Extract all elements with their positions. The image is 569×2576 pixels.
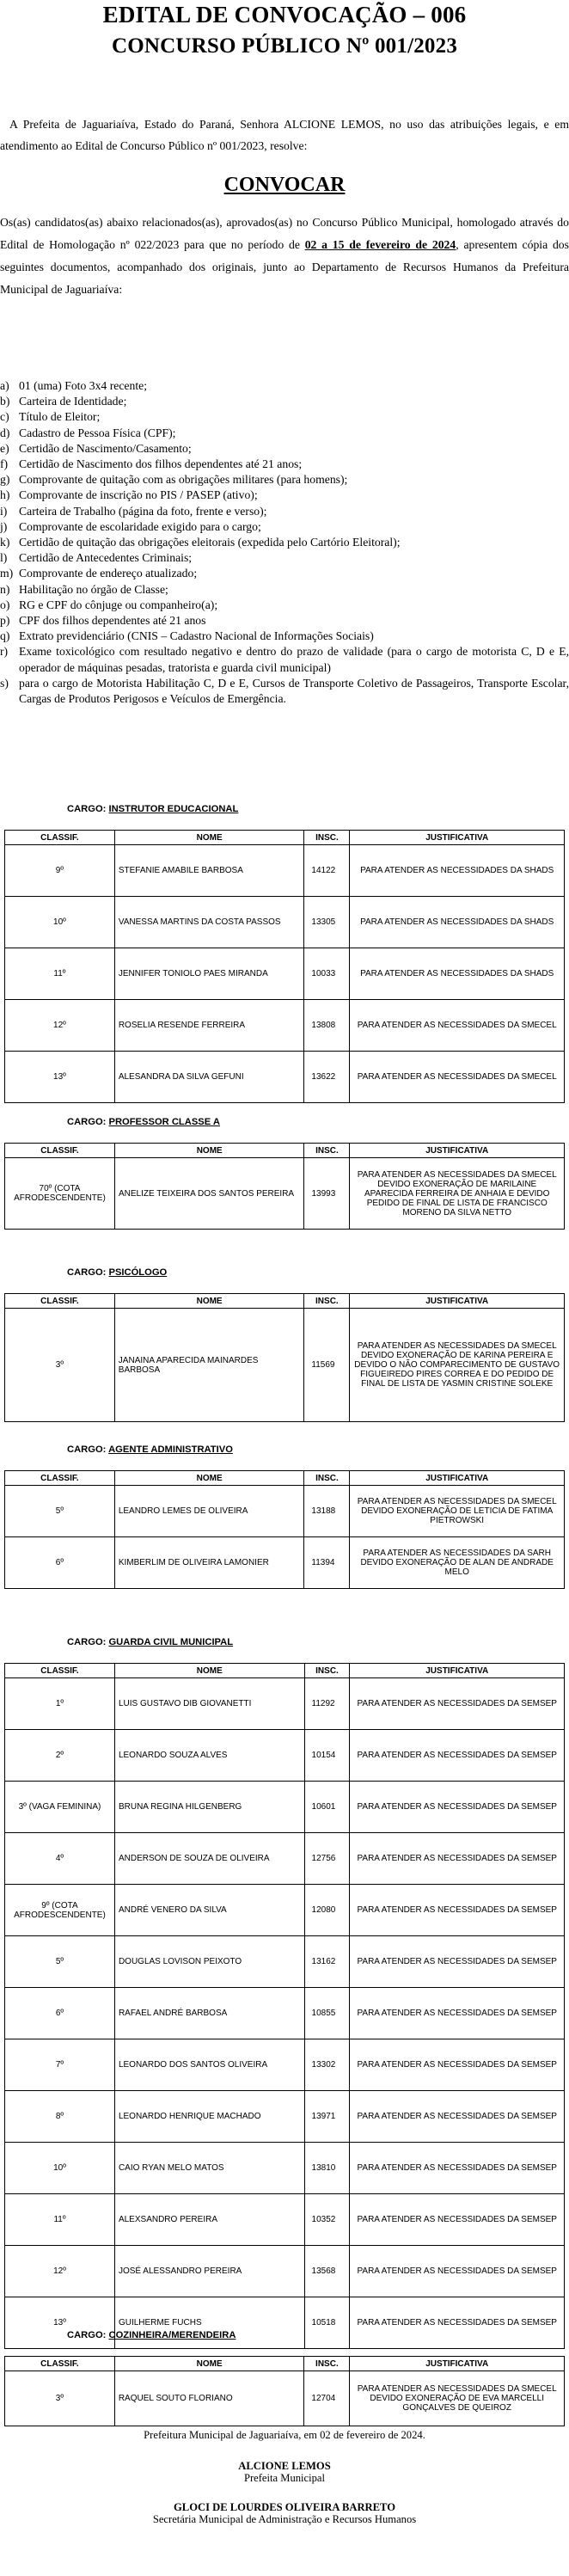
- cell-nome: BRUNA REGINA HILGENBERG: [114, 1782, 304, 1833]
- cell-classif: 10º: [5, 897, 115, 948]
- document-item-letter: b): [0, 395, 10, 408]
- cell-justificativa: PARA ATENDER AS NECESSIDADES DA SEMSEP: [350, 1833, 565, 1885]
- table-row: [5, 2091, 565, 2143]
- table-header-row: [5, 1144, 565, 1158]
- cell-nome: DOUGLAS LOVISON PEIXOTO: [114, 1936, 304, 1988]
- cell-classif: 11º: [5, 948, 115, 1000]
- cell-nome: RAFAEL ANDRÉ BARBOSA: [114, 1988, 304, 2039]
- table-row: [5, 1885, 565, 1936]
- signer-name-secretaria: GLOCI DE LOURDES OLIVEIRA BARRETO: [174, 2501, 395, 2513]
- signer-role-secretaria: Secretária Municipal de Administração e Recursos Humanos: [152, 2513, 417, 2525]
- cell-classif: 2º: [5, 1730, 115, 1782]
- cell-insc: 10033: [304, 948, 350, 1000]
- cell-justificativa: PARA ATENDER AS NECESSIDADES DA SEMSEP: [350, 2297, 565, 2349]
- table-row: [5, 1000, 565, 1052]
- header-classif: CLASSIF.: [5, 2357, 115, 2371]
- cargo-heading: [67, 1117, 220, 1127]
- cell-justificativa: PARA ATENDER AS NECESSIDADES DA SEMSEP: [350, 1885, 565, 1936]
- intro-paragraph: [0, 113, 569, 156]
- cargo-name: PROFESSOR CLASSE A: [108, 1117, 220, 1127]
- cell-insc: 13188: [304, 1486, 350, 1537]
- convocation-text-1: Os(as) candidatos(as) abaixo relacionados(as), aprovados(as) no Concurso Público Municipal, homologado através do Edital de Homologação nº 022/2023 para que no período de: [0, 216, 569, 251]
- cargo-heading: [67, 1267, 167, 1278]
- cell-classif: 3º: [5, 1309, 115, 1422]
- document-item-text: Extrato previdenciário (CNIS – Cadastro Nacional de Informações Sociais): [19, 629, 374, 643]
- document-item: [0, 566, 569, 581]
- cell-nome: ROSELIA RESENDE FERREIRA: [114, 1000, 304, 1052]
- cell-nome: LUIS GUSTAVO DIB GIOVANETTI: [114, 1678, 304, 1730]
- cell-justificativa: PARA ATENDER AS NECESSIDADES DA SEMSEP: [350, 2143, 565, 2194]
- convocar-heading: CONVOCAR: [223, 174, 346, 196]
- header-classif: CLASSIF.: [5, 1294, 115, 1309]
- date-line: Prefeitura Municipal de Jaguariaíva, em 02 de fevereiro de 2024.: [144, 2429, 425, 2441]
- cell-justificativa: PARA ATENDER AS NECESSIDADES DA SEMSEP: [350, 1988, 565, 2039]
- cell-nome: RAQUEL SOUTO FLORIANO: [114, 2371, 304, 2426]
- cell-insc: 13808: [304, 1000, 350, 1052]
- document-item-text: Comprovante de endereço atualizado;: [19, 567, 198, 580]
- cell-justificativa: PARA ATENDER AS NECESSIDADES DA SEMSEP: [350, 2194, 565, 2246]
- table-header-row: [5, 831, 565, 845]
- document-item-text: Certidão de Antecedentes Criminais;: [19, 551, 193, 565]
- cargo-label: CARGO:: [67, 1267, 107, 1278]
- document-item-letter: l): [0, 551, 8, 565]
- document-item-letter: n): [0, 582, 10, 596]
- document-item-letter: j): [0, 519, 8, 533]
- document-item-text: Cadastro de Pessoa Física (CPF);: [19, 426, 176, 439]
- document-item: [0, 629, 569, 644]
- signature-block: [0, 2429, 569, 2525]
- document-item-letter: s): [0, 676, 9, 690]
- cell-insc: 10601: [304, 1782, 350, 1833]
- cell-nome: JANAINA APARECIDA MAINARDES BARBOSA: [114, 1309, 304, 1422]
- cell-classif: 10º: [5, 2143, 115, 2194]
- document-item-text: para o cargo de Motorista Habilitação C, D e E, Cursos de Transporte Coletivo de Passageiros, Transporte Escolar, Cargas de Produtos Perigosos e Veículos de Emergência.: [19, 676, 569, 706]
- document-item-text: CPF dos filhos dependentes até 21 anos: [19, 614, 206, 628]
- required-documents-list: [0, 378, 569, 707]
- cell-justificativa: PARA ATENDER AS NECESSIDADES DA SARH DEVIDO EXONERAÇÃO DE ALAN DE ANDRADE MELO: [350, 1537, 565, 1589]
- table-row: [5, 1833, 565, 1885]
- cell-insc: 14122: [304, 845, 350, 897]
- cell-classif: 7º: [5, 2039, 115, 2091]
- document-item: [0, 394, 569, 409]
- cell-classif: 9º (COTA AFRODESCENDENTE): [5, 1885, 115, 1936]
- document-item: [0, 488, 569, 503]
- document-item: [0, 644, 569, 675]
- cell-classif: 5º: [5, 1486, 115, 1537]
- cell-insc: 10352: [304, 2194, 350, 2246]
- document-item-letter: k): [0, 536, 10, 549]
- cell-insc: 11292: [304, 1678, 350, 1730]
- cell-classif: 9º: [5, 845, 115, 897]
- table-row: [5, 1052, 565, 1103]
- document-item: [0, 535, 569, 550]
- candidates-table: [4, 2356, 565, 2426]
- header-classif: CLASSIF.: [5, 1664, 115, 1678]
- table-row: [5, 2297, 565, 2349]
- cell-justificativa: PARA ATENDER AS NECESSIDADES DA SHADS: [350, 948, 565, 1000]
- document-item-text: Carteira de Trabalho (página da foto, frente e verso);: [19, 504, 267, 518]
- table-row: [5, 948, 565, 1000]
- header-justificativa: JUSTIFICATIVA: [350, 831, 565, 845]
- cell-insc: 13162: [304, 1936, 350, 1988]
- cell-insc: 12704: [304, 2371, 350, 2426]
- cargo-label: CARGO:: [67, 2330, 107, 2340]
- cell-insc: 13993: [304, 1158, 350, 1230]
- cell-insc: 13971: [304, 2091, 350, 2143]
- cell-nome: STEFANIE AMABILE BARBOSA: [114, 845, 304, 897]
- cell-insc: 13810: [304, 2143, 350, 2194]
- cell-nome: LEANDRO LEMES DE OLIVEIRA: [114, 1486, 304, 1537]
- document-item-letter: e): [0, 441, 9, 455]
- cell-classif: 12º: [5, 2246, 115, 2297]
- candidates-table: [4, 1293, 565, 1422]
- cell-classif: 8º: [5, 2091, 115, 2143]
- document-item-text: Habilitação no órgão de Classe;: [19, 582, 168, 596]
- cell-nome: LEONARDO DOS SANTOS OLIVEIRA: [114, 2039, 304, 2091]
- cargo-name: GUARDA CIVIL MUNICIPAL: [108, 1637, 234, 1647]
- cell-classif: 5º: [5, 1936, 115, 1988]
- document-item: [0, 441, 569, 457]
- cell-classif: 11º: [5, 2194, 115, 2246]
- header-nome: NOME: [114, 1144, 304, 1158]
- document-item-letter: i): [0, 504, 8, 518]
- document-item-text: Certidão de Nascimento dos filhos dependentes até 21 anos;: [19, 457, 303, 471]
- cell-nome: KIMBERLIM DE OLIVEIRA LAMONIER: [114, 1537, 304, 1589]
- header-insc: INSC.: [304, 1471, 350, 1486]
- document-item: [0, 426, 569, 441]
- cell-nome: ALEXSANDRO PEREIRA: [114, 2194, 304, 2246]
- candidates-table: [4, 830, 565, 1103]
- cell-nome: JENNIFER TONIOLO PAES MIRANDA: [114, 948, 304, 1000]
- document-item: [0, 378, 569, 394]
- table-row: [5, 1782, 565, 1833]
- document-item-letter: f): [0, 457, 9, 471]
- document-item-letter: m): [0, 567, 14, 580]
- cell-justificativa: PARA ATENDER AS NECESSIDADES DA SEMSEP: [350, 1936, 565, 1988]
- document-item-letter: h): [0, 488, 10, 502]
- document-item-text: Título de Eleitor;: [19, 410, 101, 424]
- header-justificativa: JUSTIFICATIVA: [350, 1144, 565, 1158]
- table-header-row: [5, 1471, 565, 1486]
- table-row: [5, 1678, 565, 1730]
- document-item-text: Carteira de Identidade;: [19, 395, 127, 408]
- cell-nome: LEONARDO HENRIQUE MACHADO: [114, 2091, 304, 2143]
- header-justificativa: JUSTIFICATIVA: [350, 1294, 565, 1309]
- cell-justificativa: PARA ATENDER AS NECESSIDADES DA SEMSEP: [350, 2039, 565, 2091]
- table-row: [5, 845, 565, 897]
- header-justificativa: JUSTIFICATIVA: [350, 2357, 565, 2371]
- header-nome: NOME: [114, 831, 304, 845]
- cargo-name: INSTRUTOR EDUCACIONAL: [108, 804, 239, 814]
- table-row: [5, 1730, 565, 1782]
- cell-classif: 3º: [5, 2371, 115, 2426]
- cell-justificativa: PARA ATENDER AS NECESSIDADES DA SEMSEP: [350, 1782, 565, 1833]
- document-item-letter: g): [0, 473, 10, 487]
- cell-insc: 10154: [304, 1730, 350, 1782]
- cell-insc: 13622: [304, 1052, 350, 1103]
- document-item-letter: q): [0, 629, 10, 643]
- document-item: [0, 598, 569, 613]
- cargo-label: CARGO:: [67, 1444, 107, 1455]
- table-row: [5, 1936, 565, 1988]
- candidates-table: [4, 1470, 565, 1589]
- table-row: [5, 2371, 565, 2426]
- document-item-text: RG e CPF do cônjuge ou companheiro(a);: [19, 598, 218, 611]
- cargo-heading: [67, 1637, 233, 1647]
- cargo-name: COZINHEIRA/MERENDEIRA: [108, 2330, 236, 2340]
- cell-nome: CAIO RYAN MELO MATOS: [114, 2143, 304, 2194]
- convocation-text-2: , apresentem cópia dos seguintes documentos, acompanhado dos originais, junto ao Departamento de Recursos Humanos da Prefeitura Municipal de Jaguariaíva:: [0, 238, 569, 296]
- candidates-table: [4, 1143, 565, 1230]
- deadline-period: 02 a 15 de fevereiro de 2024: [304, 238, 456, 251]
- header-nome: NOME: [114, 1664, 304, 1678]
- table-row: [5, 1486, 565, 1537]
- cell-justificativa: PARA ATENDER AS NECESSIDADES DA SMECEL DEVIDO EXONERAÇÃO DE KARINA PEREIRA E DEVIDO O NÃO COMPARECIMENTO DE GUSTAVO FIGUEIREDO PIRES CORREA E DO PEDIDO DE FINAL DE LISTA DE YASMIN CRISTINE SOLEKE: [350, 1309, 565, 1422]
- document-item-text: Certidão de quitação das obrigações eleitorais (expedida pelo Cartório Eleitoral);: [19, 536, 401, 549]
- document-item: [0, 472, 569, 488]
- document-item: [0, 676, 569, 707]
- document-item-letter: c): [0, 410, 9, 424]
- cell-insc: 10855: [304, 1988, 350, 2039]
- cell-justificativa: PARA ATENDER AS NECESSIDADES DA SMECEL DEVIDO EXONERAÇÃO DE MARILAINE APARECIDA FERREIRA DE ANHAIA E DEVIDO PEDIDO DE FINAL DE LISTA DE FRANCISCO MORENO DA SILVA NETTO: [350, 1158, 565, 1230]
- table-row: [5, 2246, 565, 2297]
- table-row: [5, 2143, 565, 2194]
- header-justificativa: JUSTIFICATIVA: [350, 1664, 565, 1678]
- cargo-heading: [67, 1444, 233, 1455]
- header-insc: INSC.: [304, 1294, 350, 1309]
- header-insc: INSC.: [304, 2357, 350, 2371]
- header-classif: CLASSIF.: [5, 831, 115, 845]
- cell-classif: 12º: [5, 1000, 115, 1052]
- table-row: [5, 1158, 565, 1230]
- cell-nome: ANDERSON DE SOUZA DE OLIVEIRA: [114, 1833, 304, 1885]
- document-item: [0, 582, 569, 598]
- document-item: [0, 613, 569, 629]
- cell-nome: ANELIZE TEIXEIRA DOS SANTOS PEREIRA: [114, 1158, 304, 1230]
- cell-nome: GUILHERME FUCHS: [114, 2297, 304, 2349]
- table-row: [5, 1988, 565, 2039]
- cargo-name: AGENTE ADMINISTRATIVO: [108, 1444, 233, 1455]
- cell-justificativa: PARA ATENDER AS NECESSIDADES DA SEMSEP: [350, 2246, 565, 2297]
- cell-insc: 12756: [304, 1833, 350, 1885]
- cargo-label: CARGO:: [67, 804, 107, 814]
- cell-nome: ALESANDRA DA SILVA GEFUNI: [114, 1052, 304, 1103]
- cargo-name: PSICÓLOGO: [108, 1267, 168, 1278]
- table-row: [5, 2039, 565, 2091]
- header-nome: NOME: [114, 1294, 304, 1309]
- cell-insc: 12080: [304, 1885, 350, 1936]
- cell-justificativa: PARA ATENDER AS NECESSIDADES DA SEMSEP: [350, 1678, 565, 1730]
- cell-classif: 6º: [5, 1988, 115, 2039]
- table-header-row: [5, 2357, 565, 2371]
- intro-text: A Prefeita de Jaguariaíva, Estado do Paraná, Senhora ALCIONE LEMOS, no uso das atribuições legais, e em atendimento ao Edital de Concurso Público nº 001/2023, resolve:: [0, 118, 569, 152]
- document-item-letter: d): [0, 426, 10, 439]
- cell-classif: 13º: [5, 1052, 115, 1103]
- header-insc: INSC.: [304, 1664, 350, 1678]
- document-title: EDITAL DE CONVOCAÇÃO – 006: [102, 2, 467, 28]
- cell-justificativa: PARA ATENDER AS NECESSIDADES DA SMECEL: [350, 1000, 565, 1052]
- cell-insc: 11394: [304, 1537, 350, 1589]
- cell-nome: LEONARDO SOUZA ALVES: [114, 1730, 304, 1782]
- cargo-label: CARGO:: [67, 1117, 107, 1127]
- cell-classif: 13º: [5, 2297, 115, 2349]
- cell-classif: 4º: [5, 1833, 115, 1885]
- document-item-text: Comprovante de inscrição no PIS / PASEP (ativo);: [19, 488, 258, 502]
- document-item: [0, 504, 569, 519]
- document-item-text: Comprovante de escolaridade exigido para o cargo;: [19, 519, 261, 533]
- cargo-label: CARGO:: [67, 1637, 107, 1647]
- document-item: [0, 550, 569, 566]
- table-row: [5, 897, 565, 948]
- header-justificativa: JUSTIFICATIVA: [350, 1471, 565, 1486]
- cell-insc: 13302: [304, 2039, 350, 2091]
- document-item-text: Comprovante de quitação com as obrigações militares (para homens);: [19, 473, 348, 487]
- cell-insc: 11569: [304, 1309, 350, 1422]
- cell-justificativa: PARA ATENDER AS NECESSIDADES DA SEMSEP: [350, 1730, 565, 1782]
- cargo-heading: [67, 804, 238, 814]
- header-insc: INSC.: [304, 831, 350, 845]
- header-insc: INSC.: [304, 1144, 350, 1158]
- table-row: [5, 1537, 565, 1589]
- candidates-table: [4, 1663, 565, 2349]
- document-item-text: 01 (uma) Foto 3x4 recente;: [19, 379, 147, 392]
- document-item: [0, 457, 569, 472]
- cell-justificativa: PARA ATENDER AS NECESSIDADES DA SMECEL DEVIDO EXONERAÇÃO DE LETICIA DE FATIMA PIETROWSKI: [350, 1486, 565, 1537]
- cell-justificativa: PARA ATENDER AS NECESSIDADES DA SMECEL: [350, 1052, 565, 1103]
- document-item-text: Certidão de Nascimento/Casamento;: [19, 441, 192, 455]
- document-item-letter: r): [0, 645, 9, 659]
- document-subtitle: CONCURSO PÚBLICO Nº 001/2023: [111, 34, 458, 58]
- cell-nome: JOSÉ ALESSANDRO PEREIRA: [114, 2246, 304, 2297]
- table-row: [5, 2194, 565, 2246]
- cell-nome: ANDRÉ VENERO DA SILVA: [114, 1885, 304, 1936]
- table-header-row: [5, 1294, 565, 1309]
- cell-justificativa: PARA ATENDER AS NECESSIDADES DA SHADS: [350, 897, 565, 948]
- cell-classif: 3º (VAGA FEMININA): [5, 1782, 115, 1833]
- cell-nome: VANESSA MARTINS DA COSTA PASSOS: [114, 897, 304, 948]
- document-item-letter: p): [0, 614, 10, 628]
- document-item-text: Exame toxicológico com resultado negativo e dentro do prazo de validade (para o cargo de motorista C, D e E, operador de máquinas pesadas, tratorista e guarda civil municipal): [19, 645, 569, 674]
- signer-role-prefeita: Prefeita Municipal: [243, 2472, 326, 2484]
- cell-classif: 6º: [5, 1537, 115, 1589]
- cell-classif: 1º: [5, 1678, 115, 1730]
- signer-name-prefeita: ALCIONE LEMOS: [238, 2460, 331, 2472]
- document-item-letter: o): [0, 598, 10, 611]
- document-item-letter: a): [0, 379, 9, 392]
- table-header-row: [5, 1664, 565, 1678]
- header-classif: CLASSIF.: [5, 1471, 115, 1486]
- cargo-heading: [67, 2330, 236, 2340]
- header-nome: NOME: [114, 2357, 304, 2371]
- header-classif: CLASSIF.: [5, 1144, 115, 1158]
- cell-classif: 70º (COTA AFRODESCENDENTE): [5, 1158, 115, 1230]
- header-nome: NOME: [114, 1471, 304, 1486]
- cell-insc: 13568: [304, 2246, 350, 2297]
- document-item: [0, 519, 569, 535]
- document-item: [0, 409, 569, 425]
- cell-justificativa: PARA ATENDER AS NECESSIDADES DA SMECEL DEVIDO EXONERAÇÃO DE EVA MARCELLI GONÇALVES DE QUEIROZ: [350, 2371, 565, 2426]
- table-row: [5, 1309, 565, 1422]
- cell-insc: 10518: [304, 2297, 350, 2349]
- cell-insc: 13305: [304, 897, 350, 948]
- convocation-paragraph: [0, 212, 569, 301]
- cell-justificativa: PARA ATENDER AS NECESSIDADES DA SEMSEP: [350, 2091, 565, 2143]
- cell-justificativa: PARA ATENDER AS NECESSIDADES DA SHADS: [350, 845, 565, 897]
